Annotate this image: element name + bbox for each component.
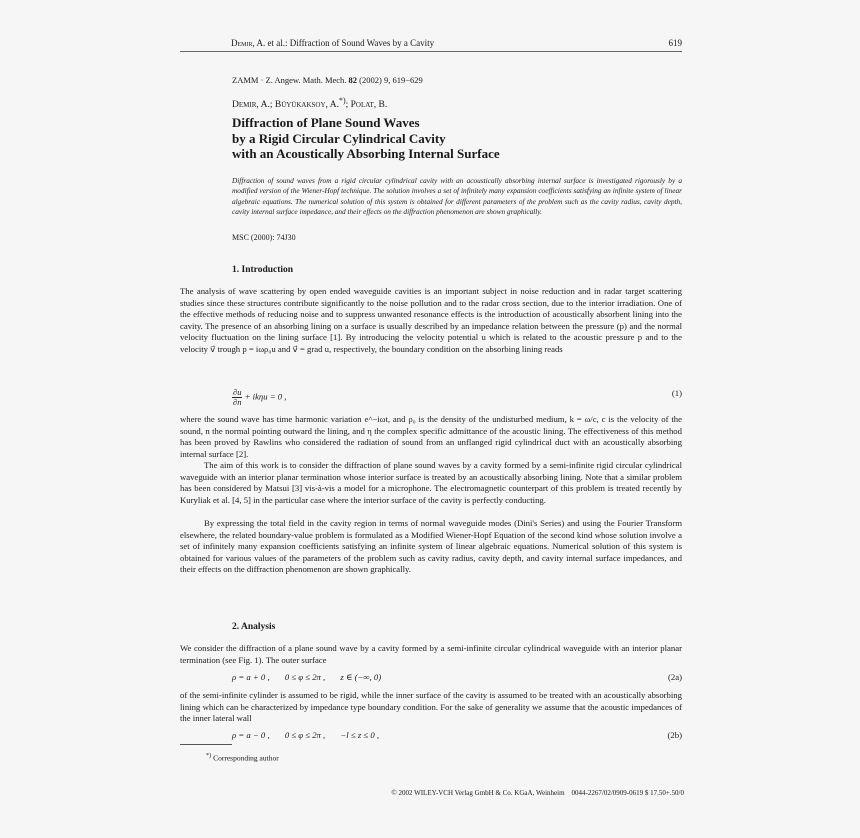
running-header	[231, 38, 682, 48]
footnote: *) Corresponding author	[206, 752, 279, 763]
intro-paragraph-3: The aim of this work is to consider the diffraction of plane sound waves by a cavity formed by a semi-infinite rigid circular cylindrical waveguide with an interior planar termination whose interior surface is treated by an acoustically absorbing lining. Note that a similar problem has been considered by Matsui [3] vis-à-vis a model for a microphone. The electromagnetic counterpart of this problem is treated recently by Kuryliak et al. [4, 5] in the particular case where the interior surface of the cavity is perfectly conducting.	[180, 460, 682, 505]
equation-2b: ρ = a − 0 , 0 ≤ φ ≤ 2π , −l ≤ z ≤ 0 , (2b)	[232, 730, 682, 740]
page-number: 619	[668, 38, 682, 48]
intro-paragraph-1: The analysis of wave scattering by open ended waveguide cavities is an important subject in noise reduction and in radar target scattering studies since these structures contribute significantly to the noise pollution and to the radar cross section, due to the interior irradiation. One of the effective methods of reducing noise and to suppress unwanted resonance effects is the introduction of acoustically absorbent lining into the cavity. The presence of an absorbing lining on a surface is usually described by an impedance relation between the pressure (p) and the normal velocity fluctuation on the lining surface [1]. By introducing the velocity potential u which is related to the acoustic pressure p and to the velocity v⃗ trough p = iωρ₀u and v⃗ = grad u, respectively, the boundary condition on the absorbing lining reads	[180, 286, 682, 354]
intro-paragraph-4: By expressing the total field in the cavity region in terms of normal waveguide modes (Dini's Series) and using the Fourier Transform elsewhere, the related boundary-value problem is formulated as a Modified Wiener-Hopf Equation of the second kind whose solution involve a set of infinitely many expansion coefficients satisfying an infinite system of linear algebraic equations. Numerical solution of this system is obtained for various values of the parameters of the problem such as cavity radius, cavity depth, and cavity internal surface impedances, and their effects on the diffraction phenomenon are shown graphically.	[180, 518, 682, 574]
analysis-paragraph-2: of the semi-infinite cylinder is assumed to be rigid, while the inner surface of the cavity is assumed to be treated with an acoustically absorbing lining which can be characterized by impedance type boundary condition. For the sake of generality we assume that the acoustic impedances of the inner lateral wall	[180, 690, 682, 723]
msc-classification: MSC (2000): 74J30	[232, 233, 296, 242]
paper-title: Diffraction of Plane Sound Waves by a Rigid Circular Cylindrical Cavity with an Acoustically Absorbing Internal Surface	[232, 115, 500, 161]
section-heading-analysis: 2. Analysis	[232, 622, 276, 632]
equation-2a: ρ = a + 0 , 0 ≤ φ ≤ 2π , z ∈ (−∞, 0) (2a)	[232, 672, 682, 682]
intro-paragraph-2: where the sound wave has time harmonic variation e^−iωt, and ρ₀ is the density of the undisturbed medium, k = ω/c, c is the velocity of the sound, n the normal pointing outward the lining, and η the complex specific admittance of the acoustic lining. The effectiveness of this method has been proved by Rawlins who considered the radiation of sound from an unflanged rigid cylindrical duct with an acoustically absorbing internal surface [2].	[180, 414, 682, 459]
copyright-footer: © 2002 WILEY-VCH Verlag GmbH & Co. KGaA, Weinheim 0044-2267/02/0909-0619 $ 17.50+.50/0	[391, 789, 684, 797]
footnote-rule	[180, 744, 232, 745]
equation-number: (2a)	[668, 672, 682, 682]
author-list: Demir, A.; Büyükaksoy, A.*); Polat, B.	[232, 96, 388, 111]
running-title: Demir, A. et al.: Diffraction of Sound Waves by a Cavity	[231, 38, 435, 48]
analysis-paragraph-1: We consider the diffraction of a plane sound wave by a cavity formed by a semi-infinite circular cylindrical waveguide with an interior planar termination (see Fig. 1). The outer surface	[180, 643, 682, 665]
equation-number: (2b)	[667, 730, 682, 740]
journal-citation: ZAMM · Z. Angew. Math. Mech. 82 (2002) 9, 619−629	[232, 75, 423, 85]
partial-fraction: $\frac{\partial u}{\partial n}$	[233, 387, 242, 407]
equation-number: (1)	[671, 388, 682, 398]
equation-1: $\frac{\partial u}{\partial n}$ + ikηu = 0 , (1)	[233, 387, 682, 407]
section-heading-introduction: 1. Introduction	[232, 265, 294, 275]
header-rule	[180, 51, 682, 52]
abstract: Diffraction of sound waves from a rigid circular cylindrical cavity with an acoustically absorbing internal surface is investigated rigorously by a modified version of the Wiener-Hopf technique. The solution involves a set of infinitely many expansion coefficients satisfying an infinite system of linear algebraic equations. The numerical solution of this system is obtained for different parameters of the problem such as the cavity radius, cavity depth, cavity internal surface impedance, and their effects on the diffraction phenomenon are shown graphically.	[232, 176, 682, 216]
